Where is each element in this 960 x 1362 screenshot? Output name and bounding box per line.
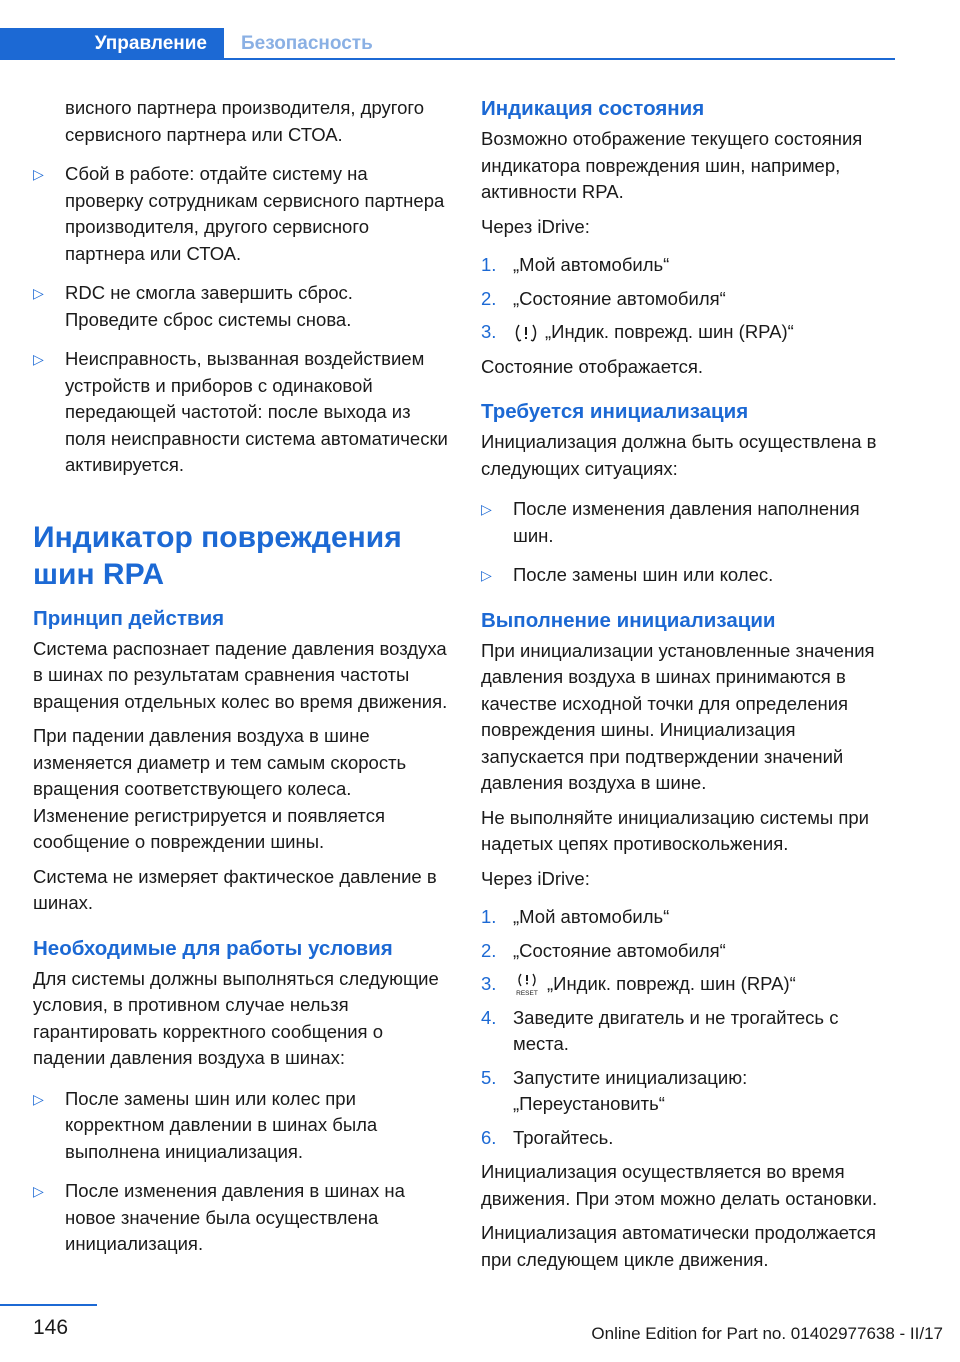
step-item <box>481 1065 896 1118</box>
paragraph: Состояние отображается. <box>481 355 704 377</box>
step-text: „Состояние автомобиля“ <box>513 287 726 309</box>
step-item <box>481 904 896 931</box>
step-text: „Индик. поврежд. шин (RPA)“ <box>547 973 796 994</box>
list-item-text: После изменения давления в шинах на новое значение была осуществлена инициализация. <box>65 1180 405 1254</box>
paragraph: Система не измеряет фактическое давление в шинах. <box>33 865 437 913</box>
list-item <box>33 95 448 148</box>
step-text: „Индик. поврежд. шин (RPA)“ <box>545 321 794 342</box>
paragraph: Система распознает падение давления воздуха в шинах по результатам сравнения частоты вращения отдельных колес во время движения. <box>33 637 448 712</box>
paragraph: При инициализации установленные значения давления воздуха в шинах принимаются в качестве исходной точки для определения повреждения шины. Инициализация запускается при подтверждении значений давления воздуха в шине. <box>481 639 875 793</box>
step-text: Запустите инициализацию: „Переустановить“ <box>513 1066 748 1114</box>
triangle-bullet-icon: ▷ <box>33 351 44 367</box>
list-item <box>33 1086 448 1166</box>
edition-note: Online Edition for Part no. 01402977638 - II/17 <box>591 1324 943 1343</box>
step-number: 2. <box>481 939 497 961</box>
step-text: „Мой автомобиль“ <box>513 254 670 275</box>
perform-steps <box>481 904 896 1151</box>
list-item <box>33 161 448 267</box>
subsection-title-status: Индикация состояния <box>481 97 705 120</box>
reset-label: RESET <box>516 990 538 998</box>
footer-rule <box>0 1304 97 1306</box>
page-number: 146 <box>33 1316 69 1339</box>
paragraph: Инициализация осуществляется во время движения. При этом можно делать остановки. <box>481 1161 878 1209</box>
step-item <box>481 319 896 346</box>
tire-warning-icon <box>513 323 539 343</box>
step-number: 3. <box>481 321 497 342</box>
paragraph: При падении давления воздуха в шине изменяется диаметр и тем самым скорость вращения соответствующего колеса. Изменение регистрируется и появляется сообщение о повреждении шины. <box>33 725 407 852</box>
via-idrive-label: Через iDrive: <box>481 215 590 237</box>
step-item <box>481 938 896 965</box>
triangle-bullet-icon: ▷ <box>481 567 492 583</box>
list-item <box>33 346 448 479</box>
step-number: 1. <box>481 906 497 927</box>
left-column <box>33 95 448 1271</box>
section-title: Индикатор повреждения шин RPA <box>33 520 402 591</box>
required-list <box>481 496 896 589</box>
subsection-title-principle: Принцип действия <box>33 606 225 630</box>
tab-bezopasnost[interactable]: Безопасность <box>241 33 373 54</box>
paragraph: Инициализация автоматически продолжается при следующем цикле движения. <box>481 1222 877 1270</box>
step-number: 5. <box>481 1066 497 1088</box>
subsection-title-conditions: Необходимые для работы условия <box>33 936 393 960</box>
step-item <box>481 971 896 998</box>
triangle-bullet-icon: ▷ <box>33 1183 44 1199</box>
step-text: „Состояние автомобиля“ <box>513 939 726 961</box>
list-item-text: Неисправность, вызванная воздействием устройств и приборов с одинаковой передающей частотой: после выхода из поля неисправности система автоматически активируется. <box>65 348 448 475</box>
subsection-title-required: Требуется инициализация <box>481 400 749 423</box>
triangle-bullet-icon: ▷ <box>33 1090 44 1107</box>
step-text: „Мой автомобиль“ <box>513 906 670 927</box>
right-column <box>481 95 896 1281</box>
triangle-bullet-icon: ▷ <box>33 285 44 301</box>
step-number: 2. <box>481 287 497 309</box>
list-item-text: висного партнера производителя, другого сервисного партнера или СТОА. <box>65 97 425 145</box>
list-item-text: После замены шин или колес. <box>513 564 774 585</box>
step-number: 3. <box>481 973 497 994</box>
list-item-text: После замены шин или колес при корректном давлении в шинах была выполнена инициализация. <box>65 1087 378 1162</box>
header-bar <box>0 28 895 60</box>
step-item <box>481 1125 896 1152</box>
list-item <box>481 562 896 589</box>
list-item <box>481 496 896 549</box>
list-item <box>33 1178 448 1258</box>
step-item <box>481 1005 896 1058</box>
tire-reset-icon <box>513 973 541 997</box>
list-item-text: RDC не смогла завершить сброс. Проведите сброс системы снова. <box>65 282 353 330</box>
list-item-text: После изменения давления наполнения шин. <box>513 498 860 546</box>
subsection-title-perform: Выполнение инициализации <box>481 608 776 632</box>
paragraph: Для системы должны выполняться следующие условия, в противном случае нельзя гарантировать корректного сообщения о падении давления воздуха в шинах: <box>33 967 439 1068</box>
step-text: Трогайтесь. <box>513 1126 614 1148</box>
step-number: 6. <box>481 1126 497 1148</box>
list-item-text: Сбой в работе: отдайте систему на проверку сотрудникам сервисного партнера производителя, другого сервисного партнера или СТОА. <box>65 163 445 264</box>
paragraph: Не выполняйте инициализацию системы при надетых цепях противоскольжения. <box>481 806 870 854</box>
via-idrive-label: Через iDrive: <box>481 867 590 889</box>
list-item <box>33 280 448 333</box>
conditions-list <box>33 1086 448 1258</box>
header-rule <box>0 58 895 60</box>
paragraph: Возможно отображение текущего состояния индикатора повреждения шин, например, активности RPA. <box>481 128 863 202</box>
step-item <box>481 286 896 313</box>
step-number: 1. <box>481 254 497 275</box>
paragraph: Инициализация должна быть осуществлена в следующих ситуациях: <box>481 431 877 479</box>
triangle-bullet-icon: ▷ <box>481 501 492 517</box>
tab-upravlenie[interactable]: Управление <box>0 28 224 60</box>
step-text: Заведите двигатель и не трогайтесь с места. <box>513 1006 839 1054</box>
status-steps <box>481 252 896 346</box>
step-number: 4. <box>481 1006 497 1028</box>
step-item <box>481 252 896 279</box>
triangle-bullet-icon: ▷ <box>33 166 44 182</box>
continued-bullet-list <box>33 95 448 479</box>
